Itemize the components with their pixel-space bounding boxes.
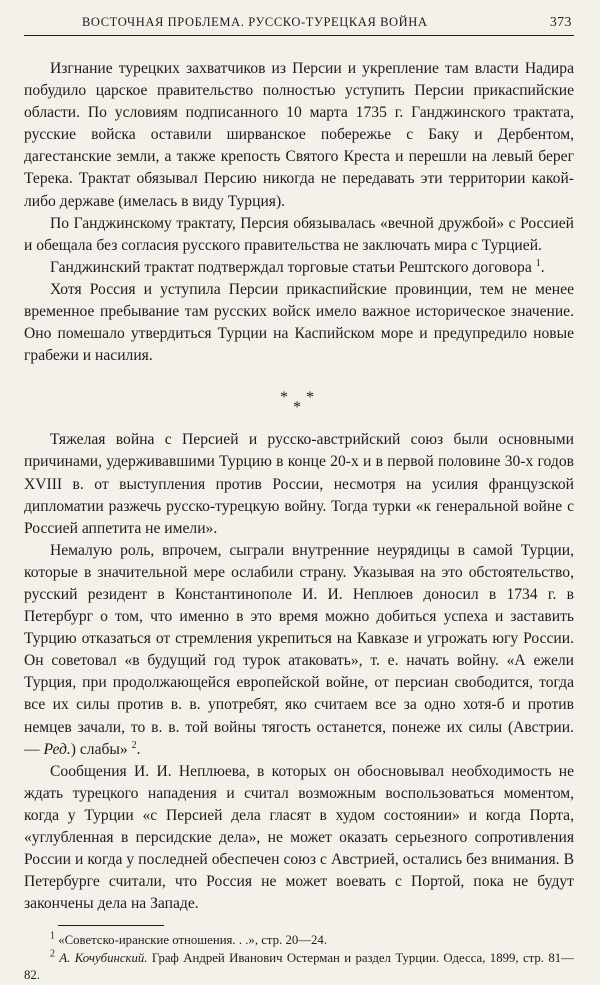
footnote-ref: 1 xyxy=(535,257,541,269)
running-title: ВОСТОЧНАЯ ПРОБЛЕМА. РУССКО-ТУРЕЦКАЯ ВОЙНА xyxy=(82,15,428,29)
paragraph: По Ганджинскому трактату, Персия обязывалась «вечной дружбой» с Россией и обещала без согласия русского правительства не заключать мира с Турцией. xyxy=(24,214,574,254)
paragraph: Изгнание турецких захватчиков из Персии и укрепление там власти Надира побудило царское правительство полностью уступить Персии прикаспийские области. По условиям подписанного 10 марта 1735 г. Ганджинского трактата, русские войска оставили ширванское побережье с Баку и Дербентом, дагестанские земли, а также крепость Святого Креста и перешли на левый берег Терека. Трактат обязывал Персию никогда не передавать эти территории какой-либо державе (имелась в виду Турция). xyxy=(24,60,574,210)
paragraph: Тяжелая война с Персией и русско-австрийский союз были основными причинами, удерживавшими Турцию в конце 20-х и в первой половине 30-х годов XVIII в. от выступления против России, несмотря на усилия французской дипломатии разжечь русско-турецкую войну. Тогда турки «к генеральной войне с Россией аппетита не имели». xyxy=(24,431,574,537)
paragraph: Ганджинский трактат подтверждал торговые статьи Рештского договора $^1$. xyxy=(50,257,545,276)
asterism-star: * xyxy=(306,389,314,407)
paragraph: Хотя Россия и уступила Персии прикаспийские провинции, тем не менее временное пребывание там русских войск имело важное историческое значение. Оно помешало утвердиться Турции на Каспийском море и предупредило новые грабежи и насилия. xyxy=(24,280,574,365)
asterism-star: * xyxy=(293,399,301,417)
running-header xyxy=(24,14,574,36)
page-body xyxy=(24,58,574,985)
asterism-star: * xyxy=(280,389,288,407)
paragraph: Сообщения И. И. Неплюева, в которых он обосновывал необходимость не ждать турецкого нападения и считал возможным воспользоваться моментом, когда у Турции «с Персией дела гласят в худом состоянии» и когда Порта, «углубленная в персидские дела», не может оказать серьезного сопротивления России и когда у последней обеспечен союз с Австрией, остались без внимания. В Петербурге считали, что Россия не может воевать с Портой, пока не будут закончены дела на Западе. xyxy=(24,762,574,913)
paragraph: Немалую роль, впрочем, сыграли внутренние неурядицы в самой Турции, которые в значительной мере ослабили страну. Указывая на это обстоятельство, русский резидент в Константинополе И. И. Неплюев доносил в 1734 г. в Петербург о том, что именно в это время можно добиться успеха и заставить Турцию отказаться от стремления укрепиться на Кавказе и угрожать югу России. Он советовал «в будущий год турок атаковать», т. е. начать войну. «А ежели Турция, при продолжающейся европейской войне, от персиан свободится, тогда все их силы против в. в. употребят, яко считаем все за одно хотя-б и против немцев зачали, то в. в. той войны тягость останется, понеже их силы (Австрии.— Ред.) слабы» $^2$. xyxy=(24,541,574,758)
footnote: $^2$ А. Кочубинский. Граф Андрей Иванович Остерман и раздел Турции. Одесса, 1899, стр. 81—82. xyxy=(24,948,574,983)
footnote-separator xyxy=(58,925,164,926)
asterism-separator xyxy=(24,367,574,429)
footnote: $^1$ «Советско-иранские отношения. . .», стр. 20—24. xyxy=(50,931,328,948)
footnote-ref: 2 xyxy=(131,739,137,751)
editor-note: Ред. xyxy=(43,740,71,758)
page-number: 373 xyxy=(549,14,572,29)
footnote-author: А. Кочубинский. xyxy=(59,950,148,965)
